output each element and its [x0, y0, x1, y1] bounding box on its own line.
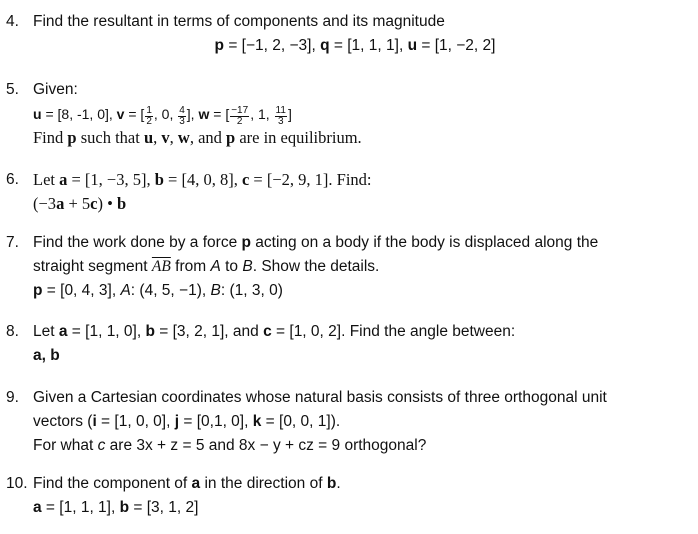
problem-text: Given a Cartesian coordinates whose natural basis consists of three orthogonal unit	[33, 389, 607, 406]
problem-vectors: a = [1, 1, 1], b = [3, 1, 2]	[33, 499, 199, 516]
problem-number: 10.	[6, 475, 28, 492]
problem-vectors: u = [8, -1, 0], v = [ $\frac{1}{2}$ , 0, $\frac{4}{3}$ ], w = [ $\frac{-17}{2}$ , 1, $\frac{11}{3}$ ]	[33, 104, 292, 127]
problem-text: Find the work done by a force p acting on a body if the body is displaced along the	[33, 234, 599, 251]
problem-number: 8.	[6, 323, 19, 340]
problem-task: Find p such that u, v, w, and p are in equilibrium.	[33, 128, 362, 147]
problem-number: 6.	[6, 171, 19, 188]
problem-number: 9.	[6, 389, 19, 406]
problem-text: straight segment $\overline{AB}$ from A to B. Show the details.	[33, 258, 380, 275]
problem-basis: vectors (i = [1, 0, 0], j = [0,1, 0], k = [0, 0, 1]).	[33, 413, 341, 430]
fraction: $\frac{11}{3}$	[275, 104, 286, 127]
problem-vectors: p = [0, 4, 3], A: (4, 5, −1), B: (1, 3, 0)	[33, 282, 283, 299]
segment-ab: $\overline{AB}$	[151, 258, 171, 275]
fraction: $\frac{-17}{2}$	[231, 104, 249, 127]
fraction: $\frac{1}{2}$	[146, 104, 152, 127]
problem-text: Find the component of a in the direction of b.	[33, 475, 341, 492]
problem-expression: (−3a + 5c) • b	[33, 194, 127, 213]
problem-question: For what c are 3x + z = 5 and 8x − y + cz = 9 orthogonal?	[33, 437, 427, 454]
problem-vectors: Let a = [1, −3, 5], b = [4, 0, 8], c = [−2, 9, 1]. Find:	[33, 170, 372, 189]
fraction: $\frac{4}{3}$	[179, 104, 185, 127]
problem-pair: a, b	[33, 347, 60, 364]
problem-vectors: Let a = [1, 1, 0], b = [3, 2, 1], and c = [1, 0, 2]. Find the angle between:	[33, 323, 516, 340]
problem-number: 7.	[6, 234, 19, 251]
problem-number: 4.	[6, 13, 19, 30]
problem-number: 5.	[6, 81, 19, 98]
problem-text: Find the resultant in terms of components and its magnitude	[33, 13, 445, 30]
problem-given: Given:	[33, 81, 78, 98]
problem-vectors: p = [−1, 2, −3], q = [1, 1, 1], u = [1, −2, 2]	[214, 37, 496, 54]
